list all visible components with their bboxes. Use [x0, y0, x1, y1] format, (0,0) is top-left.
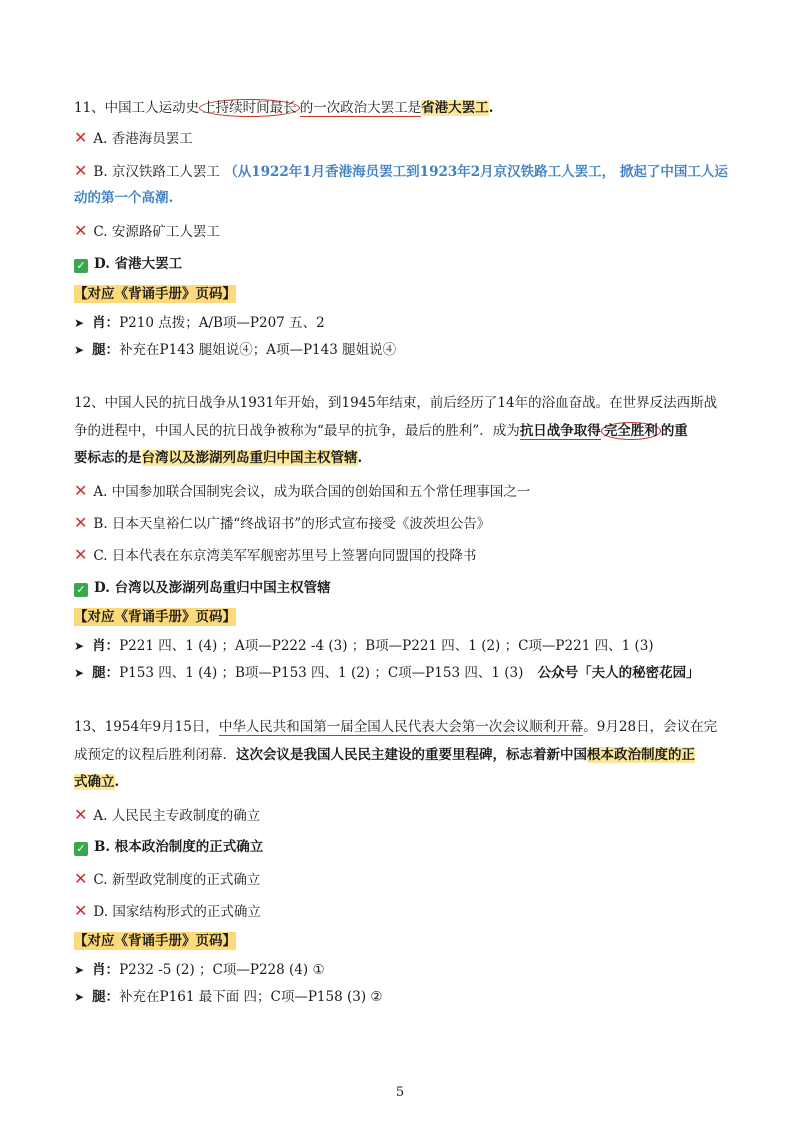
- highlighted-answer: 式确立: [74, 774, 115, 790]
- ref-label: 【对应《背诵手册》页码】: [74, 286, 236, 302]
- ref-line: ➤ 肖：P232 -5 (2) ；C项—P228 (4) ①: [74, 962, 325, 978]
- ref-line: ➤ 腿：P153 四、1 (4) ；B项—P153 四、1 (2) ；C项—P153 四、1 (3) 公众号「夫人的秘密花园」: [74, 665, 700, 681]
- circled-phrase: 上持续时间最长: [199, 99, 300, 117]
- option-b: ✕ B. 日本天皇裕仁以广播“终战诏书”的形式宣布接受《波茨坦公告》: [74, 513, 491, 532]
- arrow-bullet-icon: ➤: [74, 963, 85, 977]
- question-11-stem: 11、中国工人运动史 上持续时间最长 的一次政治大罢工是省港大罢工.: [74, 100, 494, 116]
- ref-line: ➤ 肖：P221 四、1 (4) ；A项—P222 -4 (3) ；B项—P221 四、1 (2) ；C项—P221 四、1 (3): [74, 638, 654, 654]
- arrow-bullet-icon: ➤: [74, 316, 85, 330]
- check-icon: ✓: [74, 583, 88, 597]
- check-icon: ✓: [74, 259, 88, 273]
- cross-icon: ✕: [74, 513, 88, 532]
- highlighted-answer: 台湾以及澎湖列岛重归中国主权管辖: [141, 450, 358, 466]
- option-b: ✕ B. 京汉铁路工人罢工 （从1922年1月香港海员罢工到1923年2月京汉铁路工人罢工， 掀起了中国工人运: [74, 161, 728, 180]
- cross-icon: ✕: [74, 805, 88, 824]
- highlighted-answer: 根本政治制度的正: [587, 747, 695, 763]
- option-c: ✕ C. 安源路矿工人罢工: [74, 221, 220, 240]
- ref-label: 【对应《背诵手册》页码】: [74, 933, 236, 949]
- circled-phrase: 完全胜利: [601, 422, 661, 440]
- cross-icon: ✕: [74, 221, 88, 240]
- arrow-bullet-icon: ➤: [74, 990, 85, 1004]
- question-13-stem-line1: 13、1954年9月15日，中华人民共和国第一届全国人民代表大会第一次会议顺利开幕。9月28日，会议在完: [74, 719, 718, 735]
- option-d-correct: ✓ D. 台湾以及澎湖列岛重归中国主权管辖: [74, 577, 331, 599]
- ref-label: 【对应《背诵手册》页码】: [74, 609, 236, 625]
- option-d-correct: ✓ D. 省港大罢工: [74, 253, 182, 275]
- highlighted-answer: 省港大罢工: [421, 100, 489, 116]
- question-12-stem-line1: 12、中国人民的抗日战争从1931年开始，到1945年结束，前后经历了14年的浴血奋战。在世界反法西斯战: [74, 395, 718, 411]
- option-a: ✕ A. 香港海员罢工: [74, 128, 193, 147]
- question-12-stem-line2: 争的进程中，中国人民的抗日战争被称为“最早的抗争，最后的胜利”．成为抗日战争取得 完全胜利 的重: [74, 423, 688, 439]
- cross-icon: ✕: [74, 869, 88, 888]
- option-b-correct: ✓ B. 根本政治制度的正式确立: [74, 836, 263, 858]
- ref-line: ➤ 腿：补充在P143 腿姐说④；A项—P143 腿姐说④: [74, 342, 397, 358]
- arrow-bullet-icon: ➤: [74, 343, 85, 357]
- question-12-stem-line3: 要标志的是台湾以及澎湖列岛重归中国主权管辖.: [74, 450, 363, 466]
- page-number: 5: [395, 1085, 405, 1100]
- ref-line: ➤ 肖：P210 点拨；A/B项—P207 五、2: [74, 315, 325, 331]
- ref-line: ➤ 腿：补充在P161 最下面 四；C项—P158 (3) ②: [74, 989, 383, 1005]
- option-c: ✕ C. 日本代表在东京湾美军军舰密苏里号上签署向同盟国的投降书: [74, 545, 477, 564]
- cross-icon: ✕: [74, 128, 88, 147]
- option-a: ✕ A. 人民民主专政制度的确立: [74, 805, 261, 824]
- option-d: ✕ D. 国家结构形式的正式确立: [74, 901, 261, 920]
- option-c: ✕ C. 新型政党制度的正式确立: [74, 869, 261, 888]
- check-icon: ✓: [74, 842, 88, 856]
- cross-icon: ✕: [74, 161, 88, 180]
- explanation-note: （从1922年1月香港海员罢工到1923年2月京汉铁路工人罢工， 掀起了中国工人运: [224, 164, 728, 180]
- arrow-bullet-icon: ➤: [74, 639, 85, 653]
- watermark-credit: 公众号「夫人的秘密花园」: [537, 665, 700, 681]
- question-13-stem-line2: 成预定的议程后胜利闭幕．这次会议是我国人民民主建设的重要里程碑，标志着新中国根本政治制度的正: [74, 747, 695, 763]
- cross-icon: ✕: [74, 481, 88, 500]
- cross-icon: ✕: [74, 901, 88, 920]
- explanation-note-cont: 动的第一个高潮.: [74, 190, 174, 206]
- arrow-bullet-icon: ➤: [74, 666, 85, 680]
- question-13-stem-line3: 式确立.: [74, 774, 120, 790]
- cross-icon: ✕: [74, 545, 88, 564]
- option-a: ✕ A. 中国参加联合国制宪会议，成为联合国的创始国和五个常任理事国之一: [74, 481, 531, 500]
